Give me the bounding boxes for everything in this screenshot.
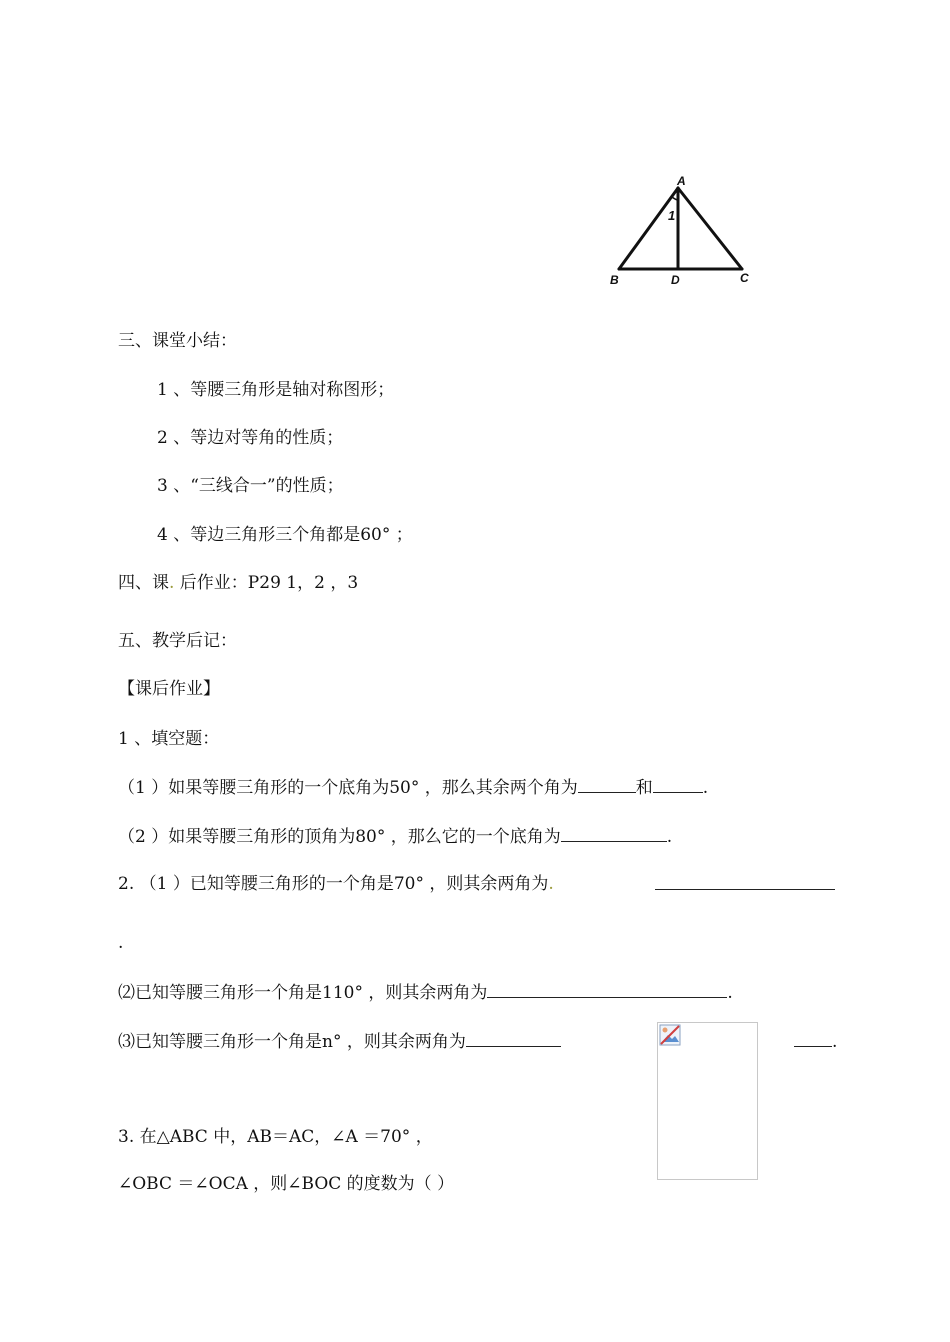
summary-item-4: 4 、等边三角形三个角都是60° ； — [157, 525, 413, 545]
q2-part1 — [118, 873, 554, 895]
label-b: B — [610, 273, 619, 287]
q1-part2-text: （2 ）如果等腰三角形的顶角为80° ，那么它的一个底角为 — [118, 827, 561, 847]
summary-title: 三、课堂小结： — [118, 331, 237, 351]
broken-image-placeholder — [657, 1022, 758, 1180]
q2-part3-tail — [794, 1030, 837, 1053]
q2-part2-end: . — [727, 983, 733, 1003]
q2-part1-text: 2. （1 ）已知等腰三角形的一个角是70° ，则其余两角为 — [118, 874, 549, 894]
q2-part2 — [118, 981, 733, 1004]
q1-title: 1 、填空题： — [118, 729, 220, 749]
homework-line — [118, 572, 358, 594]
q2-part2-text: ⑵已知等腰三角形一个角是110° ，则其余两角为 — [118, 983, 488, 1003]
broken-image-icon — [659, 1024, 681, 1046]
q2-blank-2[interactable] — [487, 981, 727, 998]
q2-part3-text: ⑶已知等腰三角形一个角是n° ，则其余两角为 — [118, 1032, 466, 1052]
q1-part1-end: . — [702, 778, 709, 798]
label-a: A — [677, 174, 686, 188]
q1-part2-end: . — [666, 827, 673, 847]
q2-part3-end: . — [832, 1032, 838, 1052]
q2-part3 — [118, 1030, 561, 1053]
side-ab — [619, 188, 678, 269]
summary-item-3: 3 、“三线合一”的性质； — [157, 476, 344, 496]
q2-part1-dot: . — [548, 874, 554, 894]
q2-part1-continued: . — [118, 933, 124, 953]
q1-blank-2[interactable] — [653, 776, 703, 793]
q3-line1: 3. 在△ABC 中，AB＝AC，∠A ＝70° ， — [118, 1127, 433, 1147]
summary-item-2: 2 、等边对等角的性质； — [157, 428, 344, 448]
q2-blank-3b[interactable] — [794, 1030, 832, 1047]
homework-post: 后作业：P29 1，2 ，3 — [174, 573, 359, 593]
label-angle-1: 1 — [668, 208, 676, 223]
q1-part1-and: 和 — [635, 778, 653, 798]
side-ac — [678, 188, 742, 269]
q1-part1 — [118, 776, 708, 799]
after-class-title: 【课后作业】 — [118, 679, 220, 699]
q3-line2: ∠OBC ＝∠OCA ，则∠BOC 的度数为（ ） — [118, 1174, 455, 1194]
reflection-title: 五、教学后记： — [118, 631, 237, 651]
label-c: C — [740, 271, 749, 285]
q1-blank-1[interactable] — [578, 776, 636, 793]
label-d: D — [671, 273, 680, 287]
q1-part2 — [118, 825, 672, 848]
q2-blank-3[interactable] — [466, 1030, 561, 1047]
triangle-figure — [600, 170, 770, 295]
q2-blank-1[interactable] — [655, 873, 835, 890]
q1-part1-text: （1 ）如果等腰三角形的一个底角为50° ，那么其余两个角为 — [118, 778, 578, 798]
homework-dot: . — [169, 573, 175, 593]
homework-pre: 四、课 — [118, 573, 169, 593]
q1-blank-3[interactable] — [561, 825, 667, 842]
summary-item-1: 1 、等腰三角形是轴对称图形； — [157, 380, 395, 400]
